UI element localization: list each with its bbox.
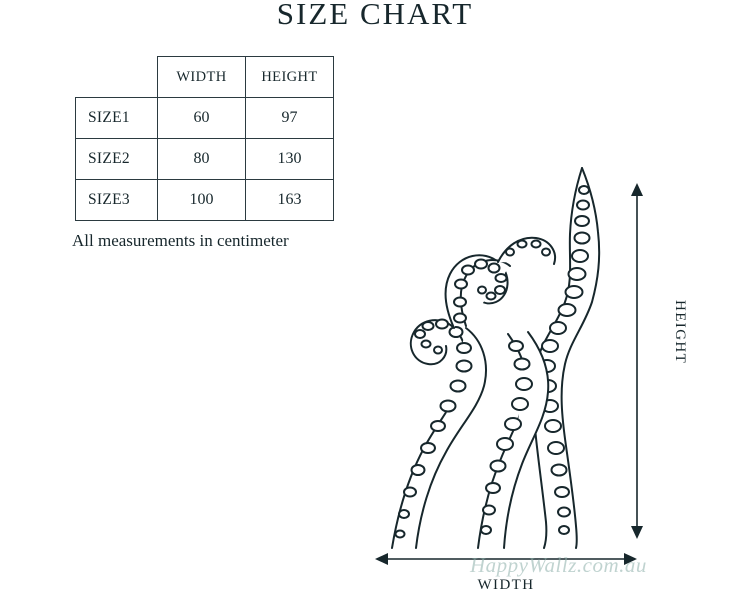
- table-header-row: [76, 57, 334, 98]
- column-header-height: HEIGHT: [246, 57, 334, 98]
- cell-size1-height: 97: [246, 98, 334, 139]
- cell-size3-height: 163: [246, 180, 334, 221]
- table-row: [76, 180, 334, 221]
- octopus-tentacles-illustration: [350, 160, 650, 550]
- column-header-width: WIDTH: [158, 57, 246, 98]
- table-corner-cell: [76, 57, 158, 98]
- size-chart-table: [75, 56, 334, 221]
- row-label-size3: SIZE3: [76, 180, 158, 221]
- width-dimension-arrow: [375, 552, 637, 566]
- watermark: HappyWallz.com.au: [470, 553, 647, 577]
- width-axis-label: WIDTH: [477, 577, 535, 593]
- cell-size1-width: 60: [158, 98, 246, 139]
- table-row: [76, 139, 334, 180]
- cell-size2-width: 80: [158, 139, 246, 180]
- row-label-size2: SIZE2: [76, 139, 158, 180]
- cell-size3-width: 100: [158, 180, 246, 221]
- height-dimension-arrow: [630, 183, 644, 539]
- table-row: [76, 98, 334, 139]
- page-title: SIZE CHART: [276, 0, 474, 31]
- height-axis-label: HEIGHT: [672, 300, 688, 365]
- measurement-note: All measurements in centimeter: [72, 231, 289, 250]
- row-label-size1: SIZE1: [76, 98, 158, 139]
- cell-size2-height: 130: [246, 139, 334, 180]
